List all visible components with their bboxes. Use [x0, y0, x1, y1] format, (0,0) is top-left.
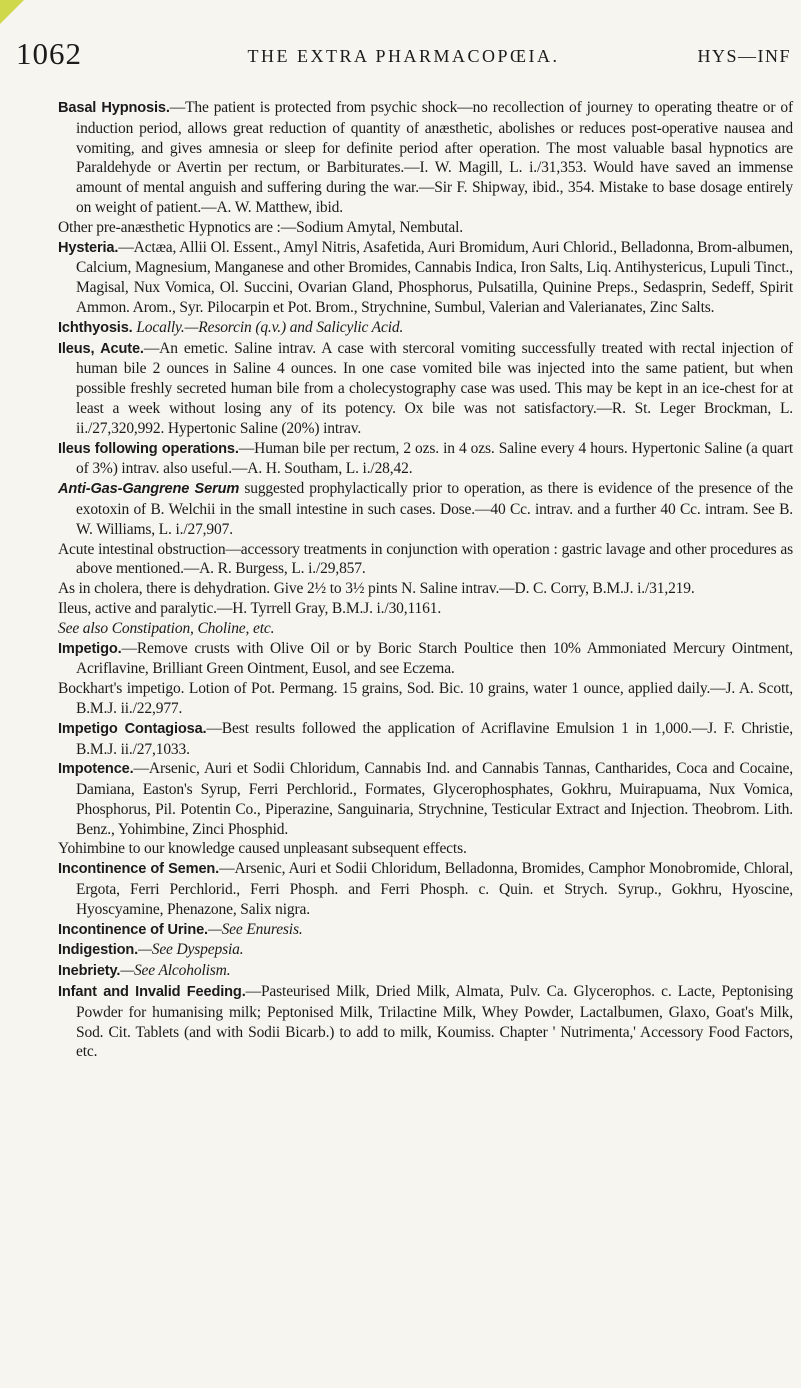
entry-text: —Remove crusts with Olive Oil or by Boric Starch Poultice then 10% Ammoniated Mercury Ointment, Acriflavine, Brilliant Green Ointment, Eusol, and see Eczema.: [76, 639, 793, 678]
entry-heading: Ichthyosis.: [58, 319, 133, 336]
corner-color-mark: [0, 0, 24, 24]
entry-text: —See Enuresis.: [207, 920, 303, 938]
page-body: [58, 98, 793, 1062]
entry-text: suggested prophylactically prior to operation, as there is evidence of the presence of the exotoxin of B. Welchii in the small intestine in such cases. Dose.—40 Cc. intrav. and a further 40 Cc. intram. See B. W. Williams, L. i./27,907.: [76, 480, 793, 538]
entry-heading: Inebriety.: [58, 963, 121, 980]
entry-text: See also Constipation, Choline, etc.: [58, 619, 275, 637]
entry-heading: Incontinence of Urine.: [58, 921, 208, 938]
entry-acute-obstruction: [58, 540, 793, 580]
entry-ileus-acute: [58, 339, 793, 439]
entry-impetigo-contagiosa: [58, 719, 793, 760]
entry-text: Bockhart's impetigo. Lotion of Pot. Permang. 15 grains, Sod. Bic. 10 grains, water 1 ounce, applied daily.—J. A. Scott, B.M.J. ii./22,977.: [58, 680, 793, 717]
running-title: THE EXTRA PHARMACOPŒIA.: [247, 46, 560, 66]
entry-pre-anaesthetic: [58, 218, 793, 238]
page-number: 1062: [16, 36, 82, 71]
entry-impetigo: [58, 639, 793, 680]
entry-heading: Anti-Gas-Gangrene Serum: [58, 481, 240, 498]
entry-incontinence-urine: [58, 920, 793, 941]
entry-see-also: [58, 619, 793, 639]
entry-text: —See Dyspepsia.: [138, 941, 244, 959]
entry-text: —See Alcoholism.: [120, 962, 231, 980]
entry-heading: Hysteria.: [58, 239, 119, 256]
entry-text: Acute intestinal obstruction—accessory treatments in conjunction with operation : gastric lavage and other procedures as above mentioned.—A. R. Burgess, L. i./29,857.: [58, 540, 793, 578]
entry-text: —Arsenic, Auri et Sodii Chloridum, Belladonna, Bromides, Camphor Monobromide, Chloral, Ergota, Ferri Perchlorid., Ferri Phosph. and Ferri Phosph. c. Quin. et Strych. Syrup., Gokhru, Hyoscine, Hyoscyamine, Phenazone, Salix nigra.: [76, 860, 793, 918]
entry-text: Ileus, active and paralytic.—H. Tyrrell Gray, B.M.J. i./30,1161.: [58, 599, 442, 617]
page-header: [16, 34, 791, 74]
entry-text: Yohimbine to our knowledge caused unpleasant subsequent effects.: [58, 840, 467, 858]
entry-hysteria: [58, 238, 793, 318]
entry-text: —Best results followed the application of Acriflavine Emulsion 1 in 1,000.—J. F. Christie, B.M.J. ii./27,1033.: [76, 719, 793, 758]
entry-infant-feeding: [58, 982, 793, 1062]
entry-text: —Actæa, Allii Ol. Essent., Amyl Nitris, Asafetida, Auri Bromidum, Auri Chlorid., Belladonna, Brom-albumen, Calcium, Magnesium, Manganese and other Bromides, Cannabis Indica, Iron Salts, Liq. Antihystericus, Lupuli Tinct., Magisal, Nux Vomica, Ol. Succini, Ovarian Gland, Phosphorus, Pulsatilla, Quinine Preps., Sedasprin, Sedeff, Spirit Ammon. Arom., Syr. Pilocarpin et Pot. Brom., Strychnine, Sumbul, Valerian and Valerianates, Zinc Salts.: [76, 238, 793, 316]
entry-heading: Infant and Invalid Feeding.: [58, 984, 246, 1001]
entry-heading: Ileus, Acute.: [58, 340, 144, 357]
entry-text: —The patient is protected from psychic shock—no recollection of journey to operating theatre or of induction period, allows great reduction of quantity of anæsthetic, abolishes or reduces post-operative nausea and vomiting, and gives amnesia or sleep for definite period after operation. The most valuable basal hypnotics are Paraldehyde or Avertin per rectum, or Barbiturates.—I. W. Magill, L. i./31,353. Would have saved an immense amount of mental anguish and suffering during the war.—Sir F. Shipway, ibid., 354. Mistake to base dosage entirely on weight of patient.—A. W. Matthew, ibid.: [76, 99, 793, 216]
entry-indigestion: [58, 940, 793, 961]
entry-heading: Impotence.: [58, 761, 134, 778]
entry-basal-hypnosis: [58, 98, 793, 218]
entry-heading: Impetigo Contagiosa.: [58, 720, 207, 737]
entry-heading: Impetigo.: [58, 640, 122, 657]
entry-inebriety: [58, 961, 793, 982]
entry-text: —Pasteurised Milk, Dried Milk, Almata, Pulv. Ca. Glycerophos. c. Lacte, Peptonising Powder for humanising milk; Peptonised Milk, Trilactine Milk, Whey Powder, Lactalbumen, Glaxo, Goat's Milk, Sod. Cit. Tablets (and with Sodii Bicarb.) to add to milk, Koumiss. Chapter ' Nutrimenta,' Accessory Food Factors, etc.: [76, 983, 793, 1061]
entry-text: —Arsenic, Auri et Sodii Chloridum, Cannabis Ind. and Cannabis Tannas, Cantharides, Coca and Cocaine, Damiana, Easton's Syrup, Ferri Perchlorid., Formates, Glycerophosphates, Gokhru, Muirapuama, Nux Vomica, Phosphorus, Pil. Potentin Co., Piperazine, Sanguinaria, Strychnine, Testicular Extract and Injection. Theobrom. Lith. Benz., Yohimbine, Zinci Phosphid.: [76, 760, 793, 838]
entry-text: —An emetic. Saline intrav. A case with stercoral vomiting successfully treated with rectal injection of human bile 2 ounces in Saline 4 ounces. In one case vomited bile was injected into the same patient, but when possible freshly secreted human bile from a cholecystography case was used. This may be kept in an ice-chest for at least a week without losing any of its potency. Ox bile was not satisfactory.—R. St. Leger Brockman, L. ii./27,320,992. Hypertonic Saline (20%) intrav.: [76, 339, 793, 437]
guide-words: HYS—INF: [697, 46, 791, 66]
entry-text: Locally.—Resorcin (q.v.) and Salicylic Acid.: [136, 318, 404, 336]
entry-impotence: [58, 759, 793, 839]
entry-text: Other pre-anæsthetic Hypnotics are :—Sodium Amytal, Nembutal.: [58, 218, 463, 236]
entry-incontinence-semen: [58, 859, 793, 919]
entry-text: As in cholera, there is dehydration. Give 2½ to 3½ pints N. Saline intrav.—D. C. Corry, B.M.J. i./31,219.: [58, 580, 695, 598]
entry-cholera-note: [58, 579, 793, 599]
entry-heading: Ileus following operations.: [58, 440, 239, 457]
entry-heading: Indigestion.: [58, 942, 139, 959]
entry-yohimbine-note: [58, 839, 793, 859]
entry-heading: Incontinence of Semen.: [58, 861, 220, 878]
entry-ileus-following-operations: [58, 439, 793, 480]
entry-bockharts-impetigo: [58, 679, 793, 719]
entry-ileus-paralytic: [58, 599, 793, 619]
entry-anti-gas-gangrene-serum: [58, 479, 793, 539]
entry-heading: Basal Hypnosis.: [58, 100, 170, 116]
entry-text: —Human bile per rectum, 2 ozs. in 4 ozs. Saline every 4 hours. Hypertonic Saline (a quart of 3%) intrav. also useful.—A. H. Southam, L. i./28,42.: [76, 439, 793, 478]
entry-ichthyosis: [58, 318, 793, 339]
